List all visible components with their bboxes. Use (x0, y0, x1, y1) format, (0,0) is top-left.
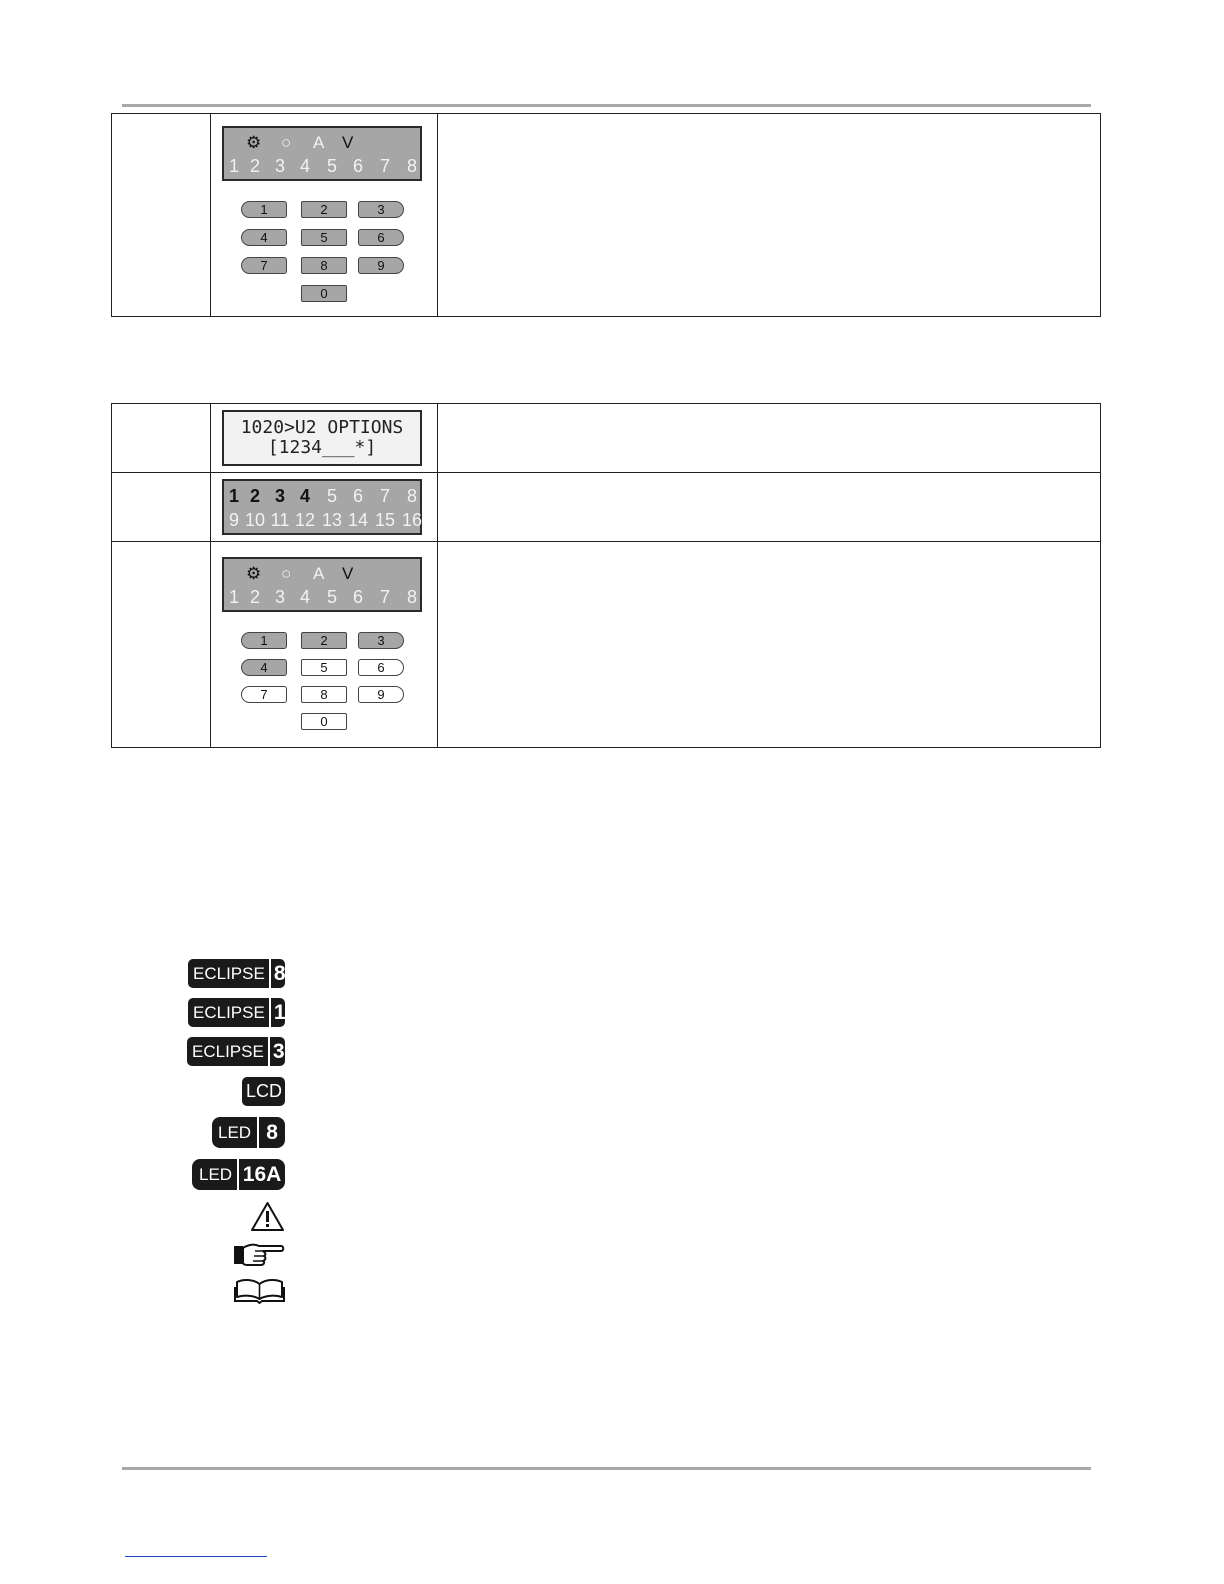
key-0[interactable]: 0 (301, 713, 347, 730)
letter-a-indicator: A (313, 564, 325, 583)
eclipse-32-badge: ECLIPSE 32 (187, 1037, 285, 1066)
zone-indicator: 11 (270, 510, 290, 530)
key-2[interactable]: 2 (301, 632, 347, 649)
key-8[interactable]: 8 (301, 686, 347, 703)
description-cell (438, 114, 1101, 317)
key-3[interactable]: 3 (358, 201, 404, 218)
lcd-text-display (222, 410, 422, 466)
step-cell (112, 114, 211, 317)
zone-indicator: 1 (228, 587, 239, 607)
zone-indicator: 2 (249, 486, 260, 506)
lcd-line-2: [1234___*] (267, 437, 377, 458)
key-9[interactable]: 9 (358, 686, 404, 703)
key-5[interactable]: 5 (301, 659, 347, 676)
zone-indicator: 9 (228, 510, 239, 530)
step-cell (112, 542, 211, 748)
keypad-table-2 (111, 403, 1101, 748)
zone-indicator: 1 (228, 486, 239, 506)
zone-indicator: 8 (406, 486, 417, 506)
led-16a-badge: LED 16A (192, 1159, 285, 1190)
zone-indicator: 8 (406, 156, 417, 176)
zone-indicator: 4 (299, 156, 310, 176)
zone-indicator: 6 (352, 486, 363, 506)
description-cell (438, 404, 1101, 473)
gear-icon: ⚙ (246, 133, 262, 152)
step-cell (112, 473, 211, 542)
zone-indicator: 1 (228, 156, 239, 176)
key-6[interactable]: 6 (358, 659, 404, 676)
zone-indicator: 7 (379, 486, 390, 506)
key-1[interactable]: 1 (241, 632, 287, 649)
footer-rule (122, 1467, 1091, 1470)
zone-indicator: 14 (347, 510, 369, 530)
letter-v-indicator: V (342, 564, 354, 583)
circle-icon: ○ (281, 133, 292, 152)
keypad-table-1 (111, 113, 1101, 317)
key-6[interactable]: 6 (358, 229, 404, 246)
key-9[interactable]: 9 (358, 257, 404, 274)
key-3[interactable]: 3 (358, 632, 404, 649)
pointing-hand-icon (233, 1240, 285, 1268)
zone-indicator: 6 (352, 156, 363, 176)
circle-icon: ○ (281, 564, 292, 583)
led-status-display (222, 126, 422, 181)
display-cell (211, 114, 438, 317)
key-4[interactable]: 4 (241, 659, 287, 676)
header-rule (122, 104, 1091, 107)
lcd-line-1: 1020>U2 OPTIONS (240, 417, 404, 438)
display-cell (211, 473, 438, 542)
eclipse-8-badge: ECLIPSE 8 (188, 959, 285, 988)
zone-indicator: 5 (326, 587, 337, 607)
zone-indicator: 12 (294, 510, 316, 530)
table-row (112, 473, 1101, 542)
zone-indicator: 3 (274, 587, 285, 607)
zone-indicator: 2 (249, 156, 260, 176)
led16-zone-display (222, 479, 422, 535)
zone-indicator: 2 (249, 587, 260, 607)
zone-indicator: 4 (299, 486, 310, 506)
table-row (112, 114, 1101, 317)
key-8[interactable]: 8 (301, 257, 347, 274)
key-5[interactable]: 5 (301, 229, 347, 246)
key-1[interactable]: 1 (241, 201, 287, 218)
zone-indicator: 3 (274, 156, 285, 176)
description-cell (438, 473, 1101, 542)
warning-icon (250, 1201, 285, 1232)
key-2[interactable]: 2 (301, 201, 347, 218)
led-8-badge: LED 8 (212, 1117, 285, 1148)
zone-indicator: 10 (244, 510, 266, 530)
key-4[interactable]: 4 (241, 229, 287, 246)
zone-indicator: 6 (352, 587, 363, 607)
display-cell (211, 542, 438, 748)
gear-icon: ⚙ (246, 564, 262, 583)
zone-indicator: 13 (321, 510, 343, 530)
zone-indicator: 15 (374, 510, 396, 530)
zone-indicator: 5 (326, 156, 337, 176)
table-row (112, 542, 1101, 748)
key-7[interactable]: 7 (241, 257, 287, 274)
key-7[interactable]: 7 (241, 686, 287, 703)
description-cell (438, 542, 1101, 748)
zone-indicator: 5 (326, 486, 337, 506)
display-cell (211, 404, 438, 473)
keypad (241, 201, 411, 305)
table-row (112, 404, 1101, 473)
footer-link-underline (125, 1556, 267, 1557)
letter-v-indicator: V (342, 133, 354, 152)
zone-indicator: 7 (379, 156, 390, 176)
key-0[interactable]: 0 (301, 285, 347, 302)
zone-indicator: 4 (299, 587, 310, 607)
zone-indicator: 16 (401, 510, 423, 530)
keypad (241, 632, 411, 736)
eclipse-16-badge: ECLIPSE 16 (188, 998, 285, 1027)
zone-indicator: 3 (274, 486, 285, 506)
lcd-badge: LCD (242, 1077, 285, 1106)
letter-a-indicator: A (313, 133, 325, 152)
zone-indicator: 8 (406, 587, 417, 607)
step-cell (112, 404, 211, 473)
open-book-icon (234, 1278, 285, 1304)
led-status-display (222, 557, 422, 612)
zone-indicator: 7 (379, 587, 390, 607)
